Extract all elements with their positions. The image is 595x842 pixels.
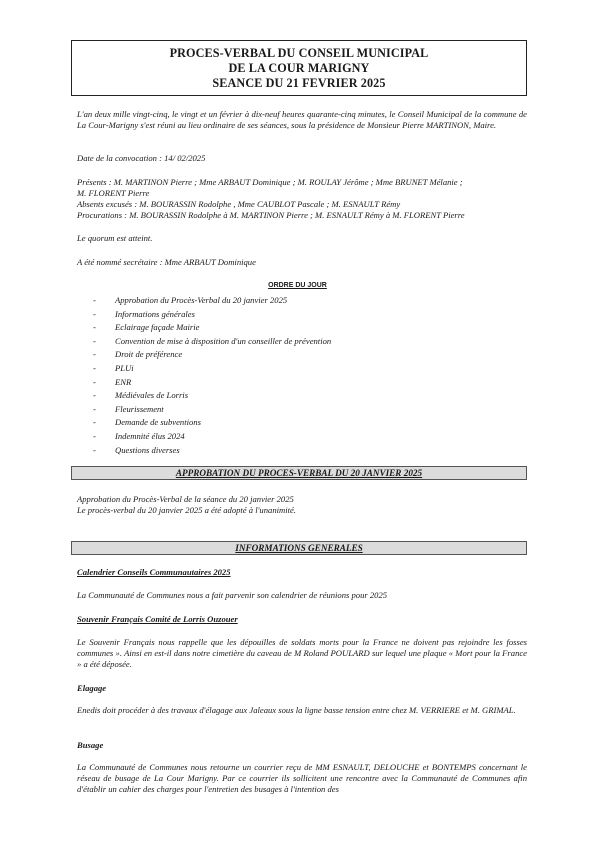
convocation-date: Date de la convocation : 14/ 02/2025 [77, 153, 206, 163]
agenda-bullet: - [93, 417, 96, 428]
agenda-item [93, 308, 331, 322]
agenda-item-label: Eclairage façade Mairie [115, 322, 200, 333]
agenda-item-label: Approbation du Procès-Verbal du 20 janvier 2025 [115, 295, 288, 305]
agenda-bullet: - [93, 335, 96, 346]
agenda-item [93, 335, 331, 349]
agenda-item-label: Indemnité élus 2024 [115, 430, 185, 441]
agenda-item-label: Questions diverses [115, 444, 180, 455]
agenda-bullet: - [93, 430, 96, 441]
agenda-item [93, 362, 331, 376]
sub-souvenir-title: Souvenir Français Comité de Lorris Ouzouer [77, 614, 238, 624]
agenda-bullet: - [93, 390, 96, 401]
sub-souvenir-text: Le Souvenir Français nous rappelle que les dépouilles de soldats morts pour la France ne doivent pas rejoindre les fosses communes ». Ainsi en est-il dans notre cimetière du caveau de M Roland POULARD sur lequel une plaque « Mort pour la France » a été déposée. [77, 637, 527, 669]
approbation-line-2: Le procès-verbal du 20 janvier 2025 a été adopté à l'unanimité. [77, 505, 296, 515]
procurations-line: Procurations : M. BOURASSIN Rodolphe à M. MARTINON Pierre ; M. ESNAULT Rémy à M. FLORENT Pierre [77, 210, 465, 220]
agenda-item [93, 430, 331, 444]
sub-elagage-text: Enedis doit procéder à des travaux d'élagage aux Jaleaux sous la ligne basse tension entre chez M. VERRIERE et M. GRIMAL. [77, 705, 516, 715]
title-box [71, 40, 527, 96]
attendance-block [77, 177, 527, 221]
agenda-list [93, 294, 331, 457]
absents-line: Absents excusés : M. BOURASSIN Rodolphe , Mme CAUBLOT Pascale ; M. ESNAULT Rémy [77, 199, 401, 209]
agenda-item-label: Droit de préférence [115, 349, 183, 360]
title-line-3: SEANCE DU 21 FEVRIER 2025 [212, 75, 386, 90]
sub-busage-title: Busage [77, 740, 104, 750]
section-heading-informations: INFORMATIONS GENERALES [71, 541, 527, 555]
presents-line-2: M. FLORENT Pierre [77, 188, 150, 198]
agenda-item-label: Convention de mise à disposition d'un conseiller de prévention [115, 335, 332, 346]
sub-calendrier-text: La Communauté de Communes nous a fait parvenir son calendrier de réunions pour 2025 [77, 590, 388, 600]
approbation-line-1: Approbation du Procès-Verbal de la séance du 20 janvier 2025 [77, 494, 294, 504]
agenda-item [93, 403, 331, 417]
secretary-text: A été nommé secrétaire : Mme ARBAUT Dominique [77, 257, 256, 267]
agenda-item-label: Médiévales de Lorris [115, 390, 189, 401]
agenda-item-label: PLUi [115, 362, 134, 373]
intro-paragraph: L'an deux mille vingt-cinq, le vingt et un février à dix-neuf heures quarante-cinq minutes, le Conseil Municipal de la commune de La Cour-Marigny s'est réuni au lieu ordinaire de ses séances, sous la présidence de Monsieur Pierre MARTINON, Maire. [77, 109, 527, 130]
agenda-item-label: ENR [115, 376, 132, 387]
agenda-bullet: - [93, 376, 96, 387]
agenda-item [93, 389, 331, 403]
agenda-item-label: Fleurissement [115, 403, 164, 414]
agenda-title: ORDRE DU JOUR [268, 282, 327, 289]
agenda-item [93, 376, 331, 390]
presents-line-1: Présents : M. MARTINON Pierre ; Mme ARBAUT Dominique ; M. ROULAY Jérôme ; Mme BRUNET Mélanie ; [77, 177, 463, 187]
agenda-bullet: - [93, 308, 96, 319]
agenda-item-label: Informations générales [115, 308, 195, 319]
agenda-item-label: Demande de subventions [115, 417, 201, 428]
sub-elagage-title: Elagage [77, 683, 107, 693]
section-heading-approbation: APPROBATION DU PROCES-VERBAL DU 20 JANVIER 2025 [71, 466, 527, 480]
agenda-item [93, 321, 331, 335]
agenda-item [93, 444, 331, 458]
agenda-bullet: - [93, 362, 96, 373]
approbation-block [77, 494, 527, 516]
title-line-2: DE LA COUR MARIGNY [228, 60, 370, 75]
sub-calendrier-title: Calendrier Conseils Communautaires 2025 [77, 567, 231, 577]
agenda-bullet: - [93, 349, 96, 360]
agenda-item [93, 416, 331, 430]
agenda-bullet: - [93, 295, 96, 305]
sub-busage-text: La Communauté de Communes nous retourne un courrier reçu de MM ESNAULT, DELOUCHE et BONTEMPS concernant le réseau de busage de La Cour Marigny. Par ce courrier ils sollicitent une rencontre avec la Communauté de Communes afin d'établir un cahier des charges pour l'entretien des busages à l'intention des [77, 762, 527, 794]
agenda-bullet: - [93, 322, 96, 333]
agenda-bullet: - [93, 444, 96, 455]
agenda-item [93, 348, 331, 362]
title-line-1: PROCES-VERBAL DU CONSEIL MUNICIPAL [169, 45, 429, 60]
quorum-text: Le quorum est atteint. [77, 233, 153, 243]
agenda-bullet: - [93, 403, 96, 414]
agenda-item [93, 294, 331, 308]
